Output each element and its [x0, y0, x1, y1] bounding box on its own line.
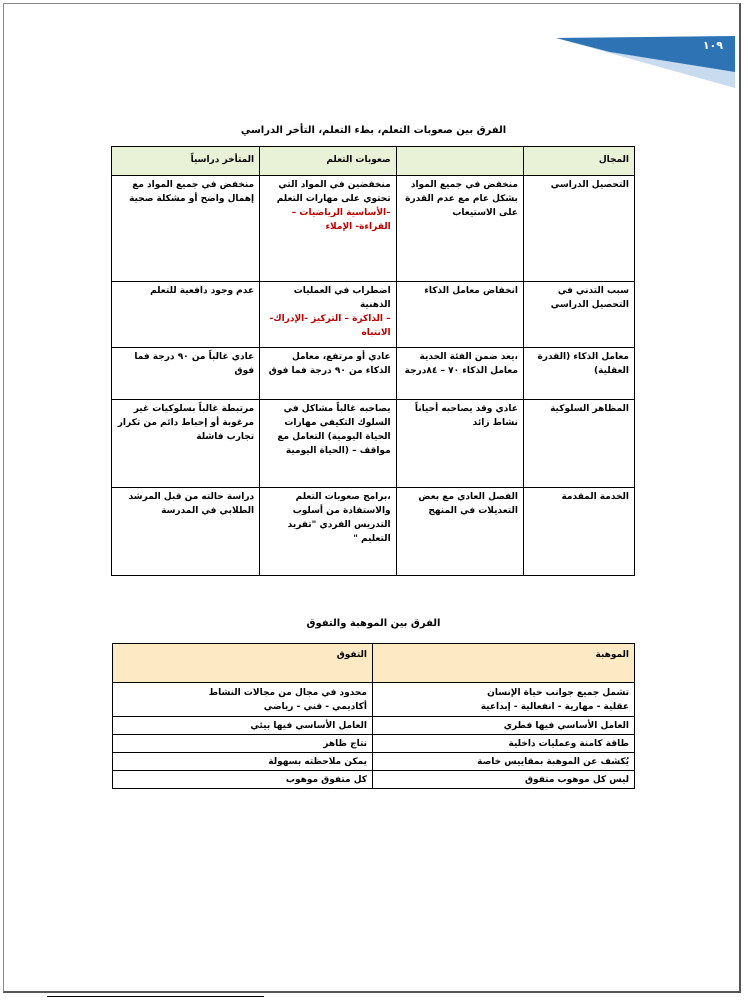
cell-area: المظاهر السلوكية [523, 400, 634, 488]
cell-slow: الفصل العادي مع بعض التعديلات في المنهج [396, 488, 523, 576]
table-row [113, 753, 635, 771]
comparison-table-learning [111, 146, 635, 576]
cell-late: منخفض في جميع المواد مع إهمال واضح أو مشكلة صحية [112, 176, 260, 282]
cell-excellence: يمكن ملاحظته بسهولة [113, 753, 373, 771]
header-talent: الموهبة [373, 644, 635, 683]
cell-slow: عادي وقد يصاحبه أحياناً نشاط زائد [396, 400, 523, 488]
header-slow [396, 147, 523, 176]
cell-slow: ،يعد ضمن الفئة الحدية معامل الذكاء ٧٠ – ٨٤درجة [396, 348, 523, 400]
table-header-row [112, 147, 635, 176]
table-row [113, 735, 635, 753]
page-number: ١٠٩ [702, 39, 723, 52]
header-late: المتأخر دراسياً [112, 147, 260, 176]
cell-late: عادي غالباً من ٩٠ درجة فما فوق [112, 348, 260, 400]
table-row [113, 683, 635, 717]
cell-difficulties-text: منخفضين في المواد التي تحتوي على مهارات التعلم [276, 180, 391, 204]
cell-area: التحصيل الدراسي [523, 176, 634, 282]
table-row [112, 176, 635, 282]
header-band [0, 0, 748, 90]
cell-difficulties: ،برامج صعوبات التعلم والاستفادة من أسلوب التدريس الفردي "تفريد التعليم " [260, 488, 397, 576]
cell-talent-line: تشمل جميع جوانب حياة الإنسان [487, 687, 629, 698]
cell-difficulties-emphasis: –الأساسية الرياضيات – القراءة- الإملاء [291, 208, 391, 232]
cell-difficulties-text: اضطراب في العمليات الذهنية [293, 286, 391, 310]
cell-area: الخدمة المقدمة [523, 488, 634, 576]
cell-area: سبب التدني في التحصيل الدراسي [523, 282, 634, 348]
cell-talent: العامل الأساسي فيها فطري [373, 717, 635, 735]
cell-difficulties: عادي أو مرتفع، معامل الذكاء من ٩٠ درجة فما فوق [260, 348, 397, 400]
cell-excellence: كل متفوق موهوب [113, 771, 373, 789]
cell-slow: انخفاض معامل الذكاء [396, 282, 523, 348]
cell-late: عدم وجود دافعية للتعلم [112, 282, 260, 348]
cell-difficulties [260, 282, 397, 348]
header-excellence: التفوق [113, 644, 373, 683]
table-row [113, 771, 635, 789]
cell-talent: يُكشف عن الموهبة بمقاييس خاصة [373, 753, 635, 771]
cell-excellence-line: محدود في مجال من مجالات النشاط [208, 687, 367, 698]
cell-difficulties-emphasis: – الذاكرة – التركيز -الإدراك-الانتباه [269, 314, 391, 338]
cell-talent: ليس كل موهوب متفوق [373, 771, 635, 789]
cell-difficulties: يصاحبه غالباً مشاكل في السلوك التكيفي مهارات الحياة اليومية) التعامل مع مواقف – (الحياة اليومية [260, 400, 397, 488]
table-row [112, 400, 635, 488]
cell-excellence: نتاج ظاهر [113, 735, 373, 753]
cell-excellence [113, 683, 373, 717]
cell-talent: طاقة كامنة وعمليات داخلية [373, 735, 635, 753]
table-row [112, 348, 635, 400]
cell-talent [373, 683, 635, 717]
table-row [113, 717, 635, 735]
footnote-separator [47, 996, 264, 997]
comparison-table-talent [112, 643, 635, 789]
cell-excellence-line: أكاديمي - فني - رياضي [263, 701, 367, 712]
header-difficulties: صعوبات التعلم [260, 147, 397, 176]
header-area: المجال [523, 147, 634, 176]
cell-area: معامل الذكاء (القدرة العقلية) [523, 348, 634, 400]
section1-title: الفرق بين صعوبات التعلم، بطء التعلم، التأخر الدراسي [240, 125, 507, 136]
cell-difficulties [260, 176, 397, 282]
cell-talent-line: عقلية - مهارية - انفعالية - إبداعية [480, 701, 629, 712]
cell-late: مرتبطة غالباً بسلوكيات غير مرغوبة أو إحباط دائم من تكرار تجارب فاشلة [112, 400, 260, 488]
table-row [112, 488, 635, 576]
cell-excellence: العامل الأساسي فيها بيئي [113, 717, 373, 735]
table-row [112, 282, 635, 348]
cell-slow: منخفض في جميع المواد بشكل عام مع عدم القدرة على الاستيعاب [396, 176, 523, 282]
cell-late: دراسة حالته من قبل المرشد الطلابي في المدرسة [112, 488, 260, 576]
table-header-row [113, 644, 635, 683]
section2-title: الفرق بين الموهبة والتفوق [306, 618, 441, 629]
